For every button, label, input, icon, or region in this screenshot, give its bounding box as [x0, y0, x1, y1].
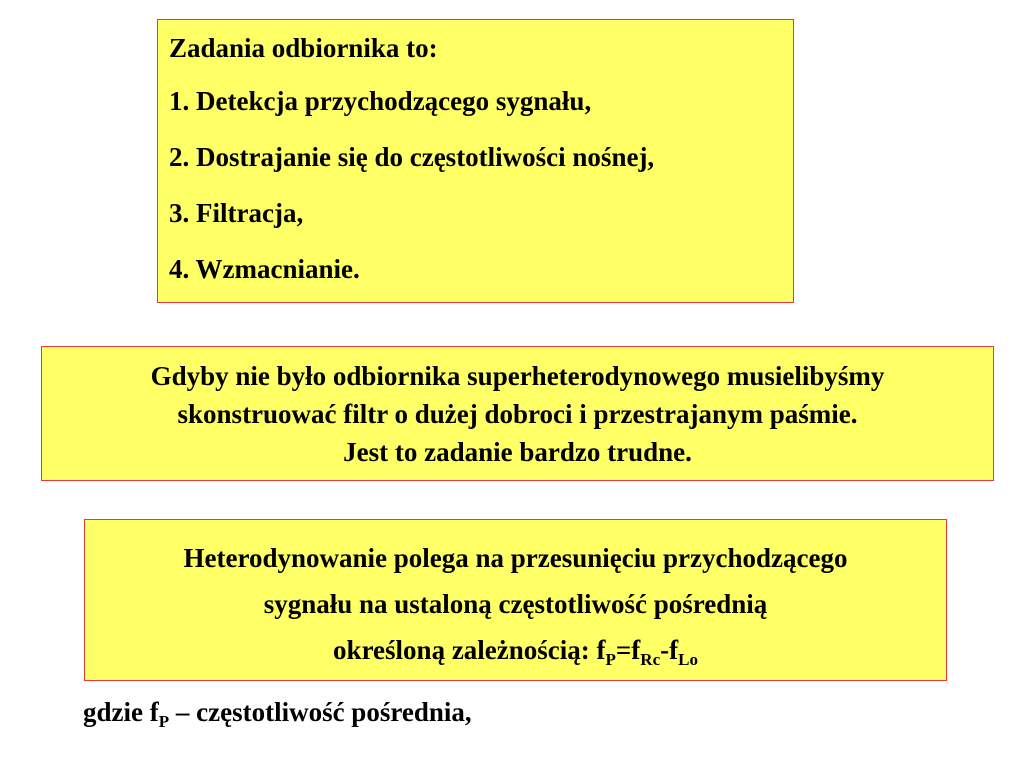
intermediate-frequency-caption	[83, 697, 472, 731]
superhet-line-1: Gdyby nie było odbiornika superheterodynowego musielibyśmy	[150, 361, 885, 391]
formula-sub-lo: Lo	[678, 650, 698, 669]
caption-prefix: gdzie f	[83, 697, 159, 727]
formula-sub-p: P	[605, 650, 616, 669]
formula-eq1: =f	[615, 635, 641, 665]
task-item-2: 2. Dostrajanie się do częstotliwości nośnej,	[169, 142, 655, 172]
task-item-4: 4. Wzmacnianie.	[169, 254, 360, 284]
tasks-heading: Zadania odbiornika to:	[169, 33, 438, 63]
task-item-1: 1. Detekcja przychodzącego sygnału,	[169, 86, 592, 116]
superheterodyne-note-box	[41, 346, 994, 481]
heterodyning-definition-box	[84, 519, 947, 681]
heterodyne-formula-line	[85, 627, 946, 673]
formula-sub-rc: Rc	[640, 650, 661, 669]
superhet-line-3: Jest to zadanie bardzo trudne.	[343, 437, 692, 467]
receiver-tasks-box	[157, 19, 794, 303]
caption-sub: P	[158, 712, 170, 731]
heterodyne-line-1: Heterodynowanie polega na przesunięciu przychodzącego	[183, 543, 848, 573]
caption-suffix: – częstotliwość pośrednia,	[169, 697, 472, 727]
superhet-line-2: skonstruować filtr o dużej dobroci i przestrajanym paśmie.	[177, 399, 858, 429]
heterodyne-line-2: sygnału na ustaloną częstotliwość pośrednią	[263, 589, 768, 619]
task-item-3: 3. Filtracja,	[169, 198, 304, 228]
formula-eq2: -f	[660, 635, 679, 665]
formula-prefix: określoną zależnością: f	[333, 635, 606, 665]
